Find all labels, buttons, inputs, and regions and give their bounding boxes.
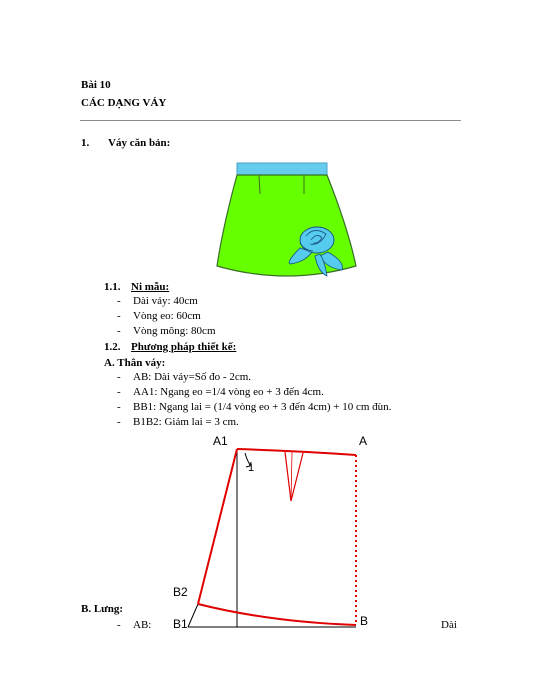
section-1-title: Váy căn bản: <box>108 137 171 149</box>
ni-mau-item: Dài váy: 40cm <box>133 295 198 307</box>
bullet-dash: - <box>117 401 121 413</box>
part-b-item-end: Dài <box>441 619 457 631</box>
label-a1: A1 <box>213 434 228 448</box>
lesson-number: Bài 10 <box>81 79 111 91</box>
bullet-dash: - <box>117 416 121 428</box>
ni-mau-item: Vòng eo: 60cm <box>133 310 201 322</box>
bullet-dash: - <box>117 310 121 322</box>
subsection-1-2-title: Phương pháp thiết kế: <box>131 341 237 353</box>
part-b-title: B. Lưng: <box>81 603 124 615</box>
part-a-item: AA1: Ngang eo =1/4 vòng eo + 3 đến 4cm. <box>133 386 324 398</box>
section-1-number: 1. <box>81 137 90 149</box>
bullet-dash: - <box>117 325 121 337</box>
part-a-item: B1B2: Giảm lai = 3 cm. <box>133 416 239 428</box>
bullet-dash: - <box>117 371 121 383</box>
bullet-dash: - <box>117 619 121 631</box>
part-a-item: BB1: Ngang lai = (1/4 vòng eo + 3 đến 4cm) + 10 cm đùn. <box>133 401 392 413</box>
label-b1: B1 <box>173 617 188 631</box>
waist-curve <box>237 449 356 455</box>
label-one: 1 <box>248 462 255 474</box>
lesson-title: CÁC DẠNG VÁY <box>81 97 167 109</box>
part-b-item-start: AB: <box>133 619 152 631</box>
bullet-dash: - <box>117 295 121 307</box>
side-seam <box>198 449 237 604</box>
label-a: A <box>359 434 368 448</box>
subsection-1-1-number: 1.1. <box>104 281 121 293</box>
part-a-item: AB: Dài váy=Số đo - 2cm. <box>133 371 252 383</box>
b1-b2-guide <box>188 604 198 627</box>
subsection-1-2-number: 1.2. <box>104 341 121 353</box>
label-b2: B2 <box>173 585 188 599</box>
bullet-dash: - <box>117 386 121 398</box>
hem-curve <box>198 604 356 625</box>
waist-dart <box>285 452 303 501</box>
label-b: B <box>360 614 369 628</box>
part-a-title: A. Thân váy: <box>104 357 166 369</box>
ni-mau-item: Vòng mông: 80cm <box>133 325 216 337</box>
subsection-1-1-title: Ni mẫu: <box>131 281 170 293</box>
